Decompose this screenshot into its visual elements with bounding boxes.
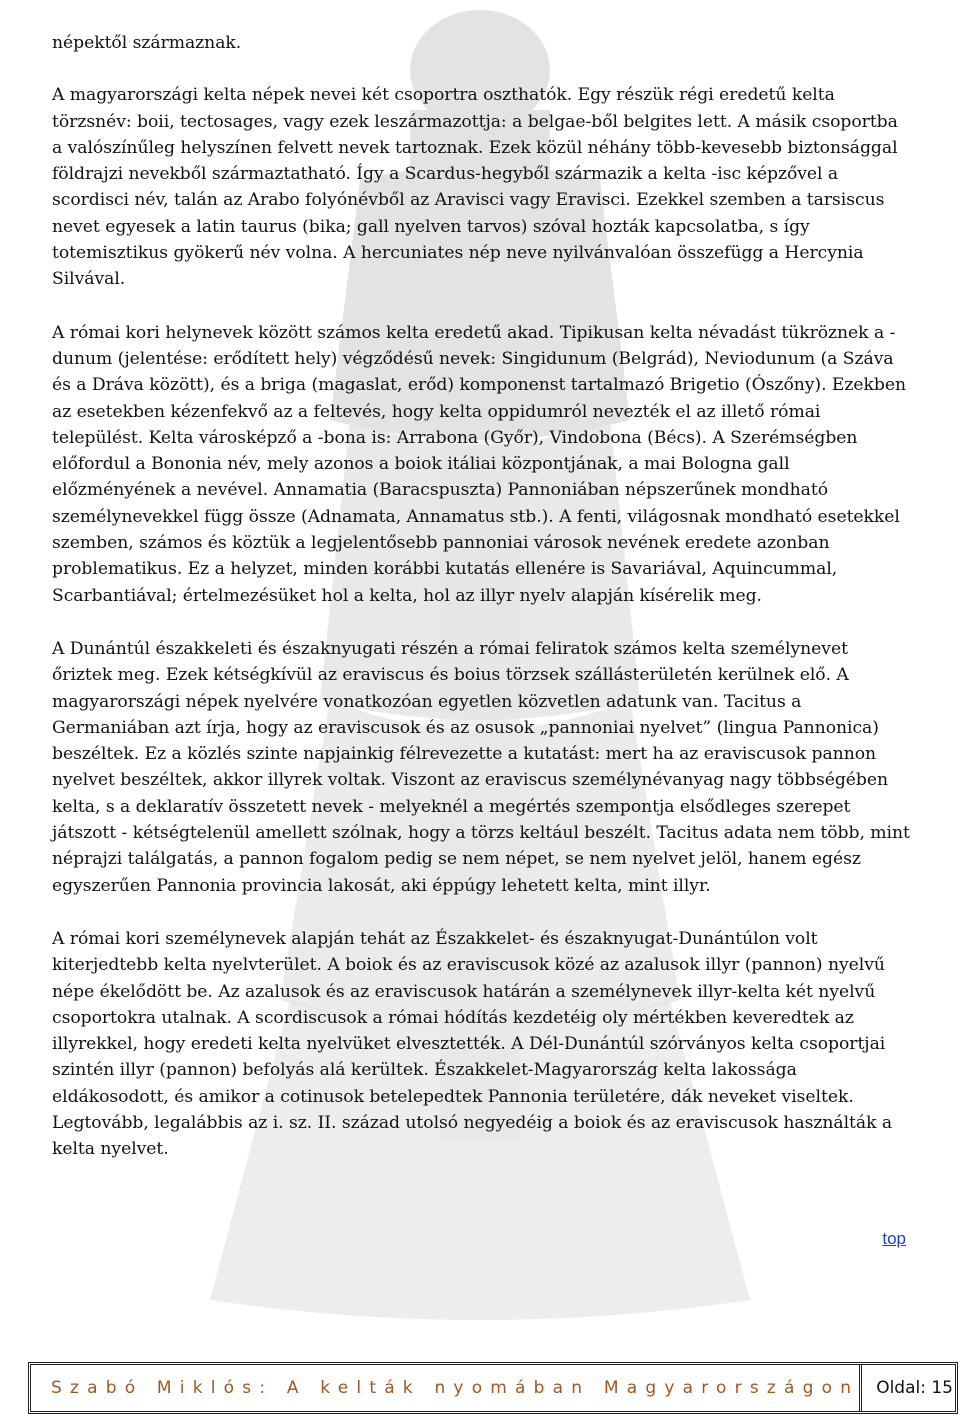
paragraph: A római kori helynevek között számos kelta eredetű akad. Tipikusan kelta névadást tükröznek a -dunum (jelentése: erődített hely) végződésű nevek: Singidunum (Belgrád), Neviodunum (a Száva és a Dráva között), és a briga (magaslat, erőd) komponenst tartalmazó Brigetio (Ószőny). Ezekben az esetekben kézenfekvő az a feltevés, hogy kelta oppidumról nevezték el az illető római települést. Kelta városképző a -bona is: Arrabona (Győr), Vindobona (Bécs). A Szerémségben előfordul a Bononia név, mely azonos a boiok itáliai központjának, a mai Bologna gall előzményének a nevével. Annamatia (Baracspuszta) Pannoniában népszerűnek mondható személynevekkel függ össze (Adnamata, Annamatus stb.). A fenti, világosnak mondható esetekkel szemben, számos és köztük a legjelentősebb pannoniai városok nevének eredete azonban problematikus. Ez a helyzet, minden korábbi kutatás ellenére is Savariával, Aquincummal, Scarbantiával; értelmezésüket hol a kelta, hol az illyr nyelv alapján kísérelik meg. [52, 322, 906, 606]
document-body [52, 30, 912, 1190]
paragraph: A Dunántúl északkeleti és északnyugati részén a római feliratok számos kelta személynevet őriztek meg. Ezek kétségkívül az eraviscus és boius törzsek szállásterületén kerülnek elő. A magyarországi népek nyelvére vonatkozóan egyetlen közvetlen adatunk van. Tacitus a Germaniában azt írja, hogy az eraviscusok és az osusok „pannoniai nyelvet” (lingua Pannonica) beszéltek. Ez a közlés szinte napjainkig félrevezette a kutatást: mert ha az eraviscusok pannon nyelvet beszéltek, akkor illyrek voltak. Viszont az eraviscus személynévanyag nagy többségében kelta, s a deklaratív összetett nevek - melyeknél a megértés szempontja elsődleges szerepet játszott - kétségtelenül amellett szólnak, hogy a törzs keltául beszélt. Tacitus adata nem több, mint néprajzi találgatás, a pannon fogalom pedig se nem népet, se nem nyelvet jelöl, hanem egész egyszerűen Pannonia provincia lakosát, aki éppúgy lehetett kelta, mint illyr. [52, 638, 910, 896]
page-number: Oldal: 15 [876, 1378, 953, 1398]
paragraph: A római kori személynevek alapján tehát az Északkelet- és északnyugat-Dunántúlon volt kiterjedtebb kelta nyelvterület. A boiok és az eraviscusok közé az azalusok illyr (pannon) nyelvű népe ékelődött be. Az azalusok és az eraviscusok határán a személynevek illyr-kelta két nyelvű csoportokra utalnak. A scordiscusok a római hódítás kezdetéig oly mértékben keveredtek az illyrekkel, hogy eredeti kelta nyelvüket elvesztették. A Dél-Dunántúl szórványos kelta csoportjai szintén illyr (pannon) befolyás alá kerültek. Északkelet-Magyarország kelta lakossága eldákosodott, és amikor a cotinusok betelepedtek Pannonia területére, dák neveket viseltek. Legtovább, legalábbis az i. sz. II. század utolsó negyedéig a boiok és az eraviscusok használták a kelta nyelvet. [52, 928, 893, 1160]
footer-title: Szabó Miklós: A kelták nyomában Magyarországon [31, 1365, 862, 1411]
page-footer [28, 1362, 958, 1414]
paragraph: A magyarországi kelta népek nevei két csoportra oszthatók. Egy részük régi eredetű kelta törzsnév: boii, tectosages, vagy ezek leszármazottja: a belgae-ből belgites lett. A másik csoportba a valószínűleg helyszínen felvett nevek tartoznak. Ezek közül néhány több-kevesebb biztonsággal földrajzi nevekből származtatható. Így a Scardus-hegyből származik a kelta -isc képzővel a scordisci név, talán az Arabo folyónévből az Aravisci vagy Eravisci. Ezekkel szemben a tarsiscus nevet egyesek a latin taurus (bika; gall nyelven tarvos) szóval hozták kapcsolatba, s így totemisztikus gyökerű név volna. A hercuniates nép neve nyilvánvalóan összefügg a Hercynia Silvával. [52, 85, 898, 290]
top-link[interactable]: top [882, 1229, 906, 1248]
paragraph: népektől származnak. [52, 33, 242, 53]
